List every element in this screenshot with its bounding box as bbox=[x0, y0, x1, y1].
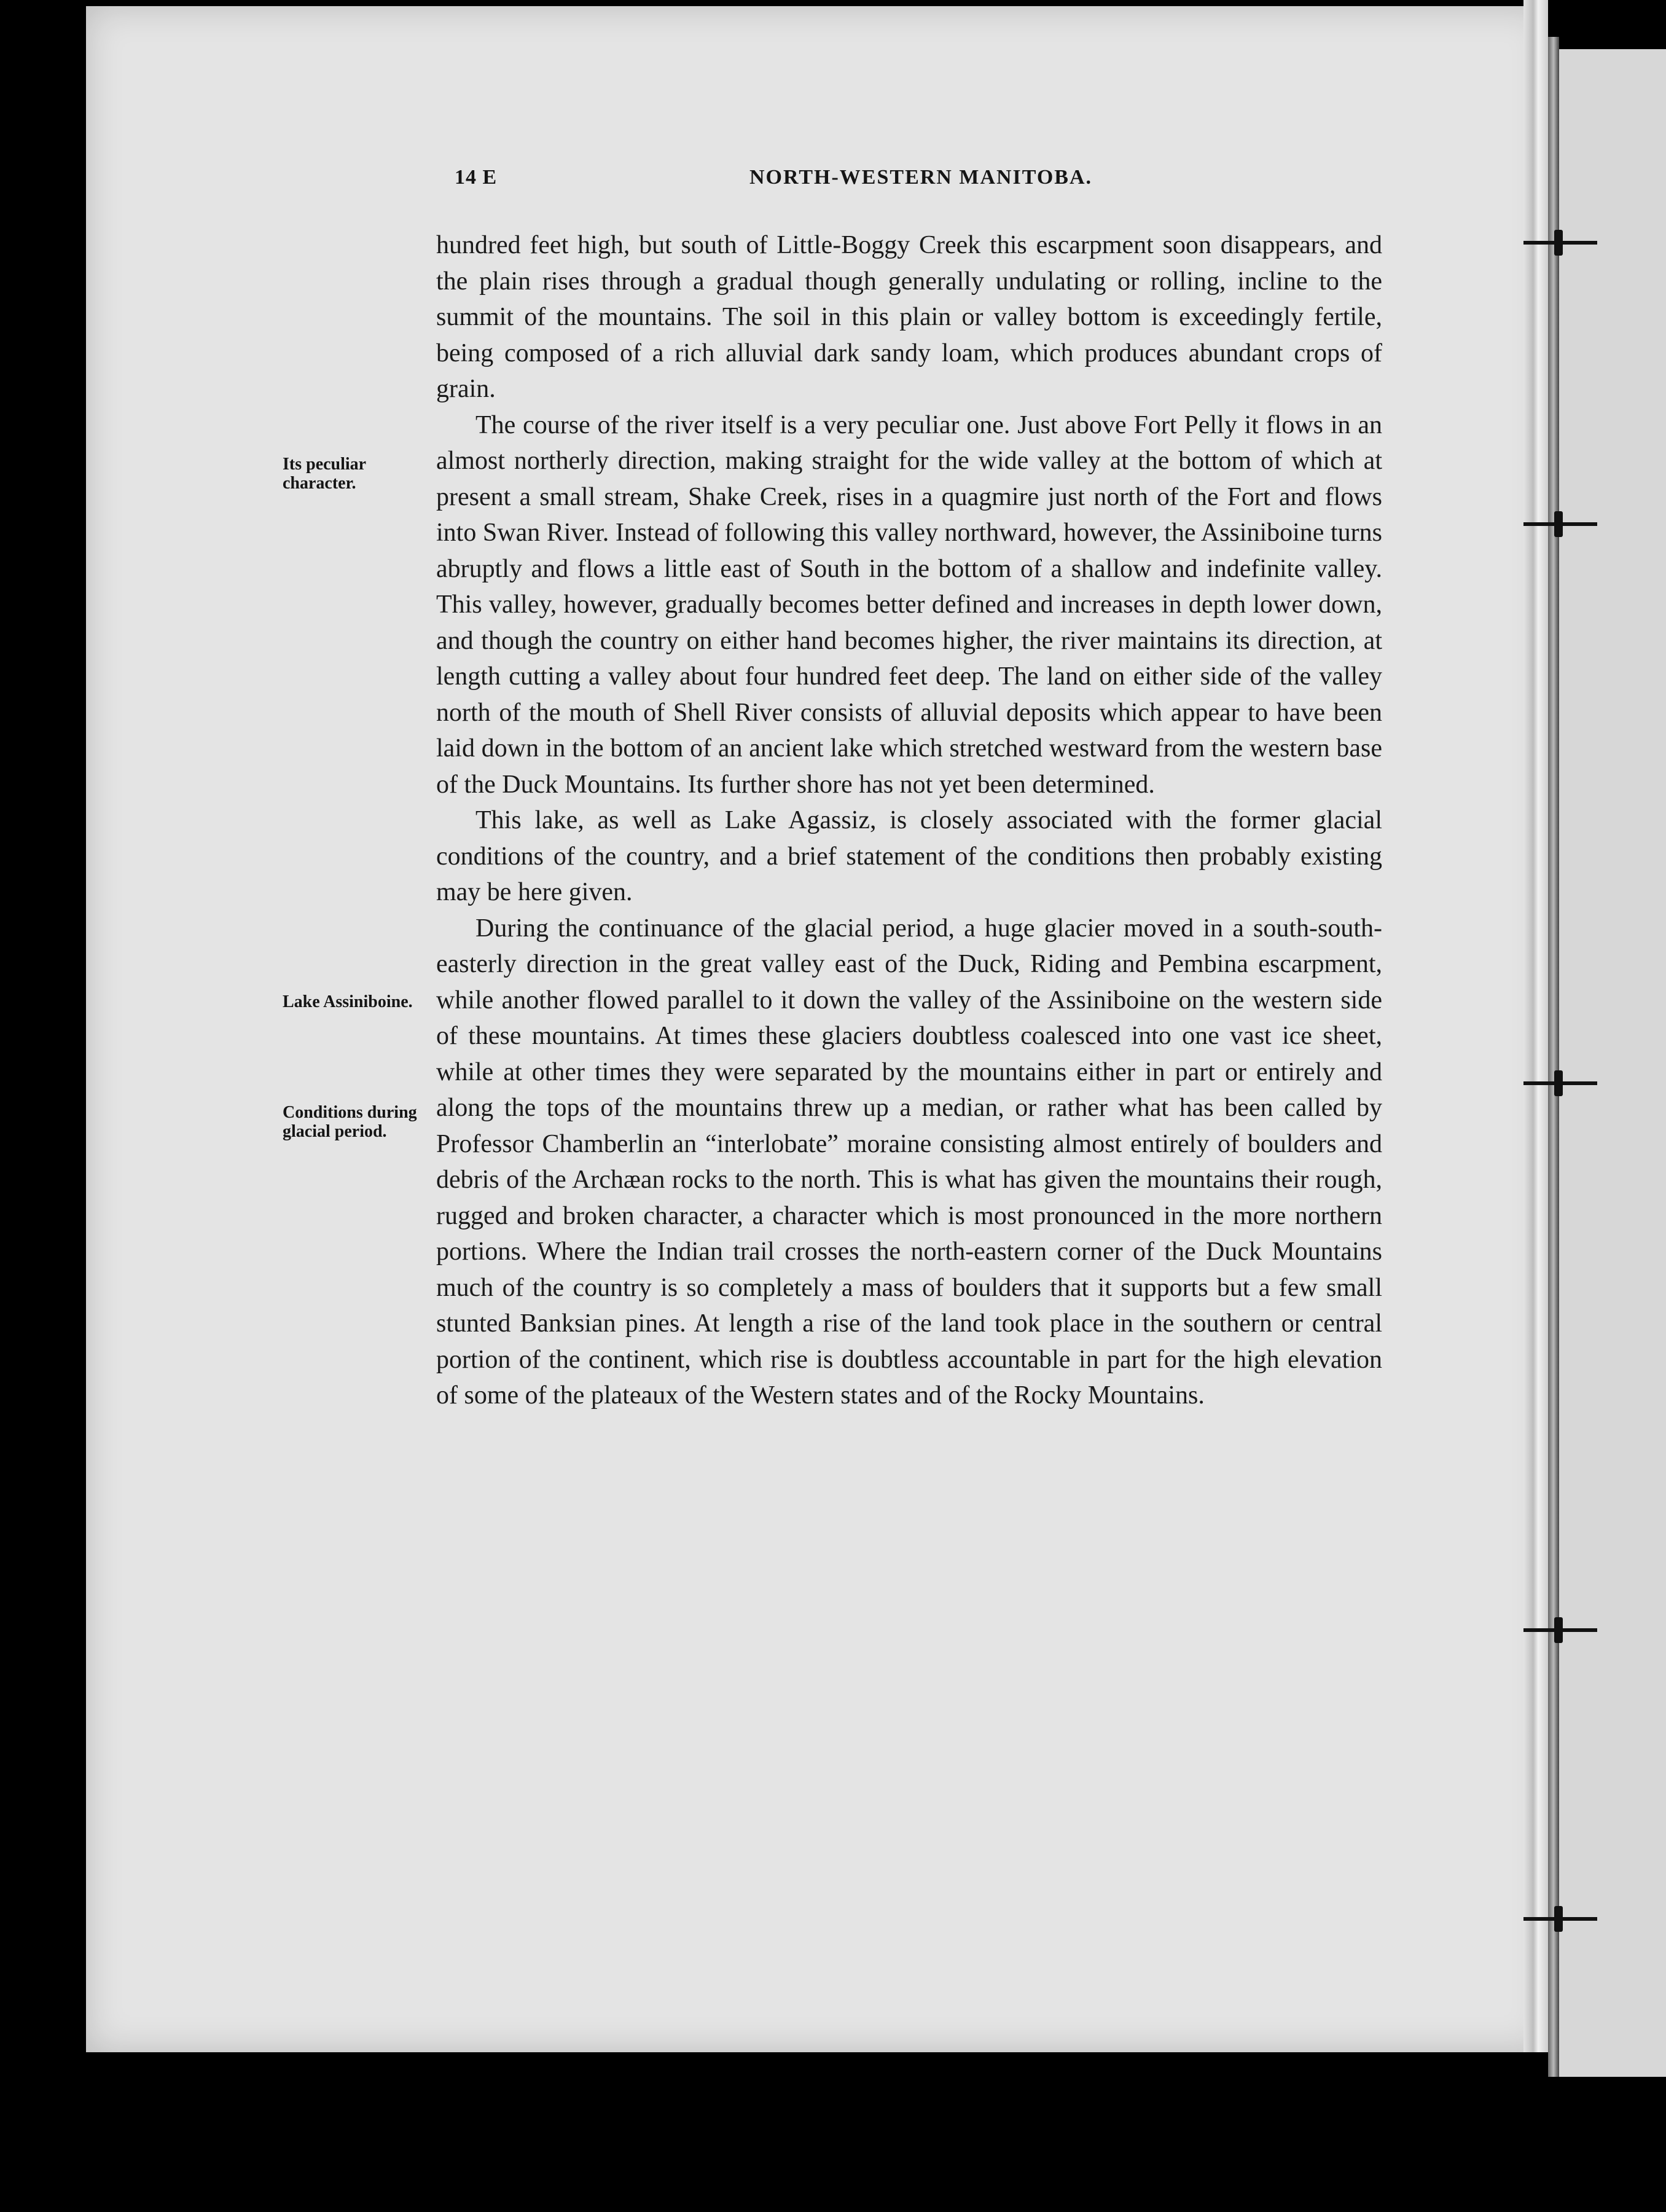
paragraph: This lake, as well as Lake Agassiz, is closely associated with the former glacial conditions of the country, and a brief statement of the conditions then probably existing may be here given. bbox=[436, 806, 1382, 906]
paragraph: hundred feet high, but south of Little-Boggy Creek this escarpment soon disappears, and the plain rises through a gradual though generally undulating or rolling, incline to the summit of the mountains. The soil in this plain or valley bottom is exceedingly fertile, being composed of a rich alluvial dark sandy loam, which produces abundant crops of grain. bbox=[436, 231, 1382, 403]
paragraph: During the continuance of the glacial period, a huge glacier moved in a south-south-easterly direction in the great valley east of the Duck, Riding and Pembina escarpment, while another flowed parallel to it down the valley of the Assiniboine on the western side of these mountains. At times these glaciers doubtless coalesced into one vast ice sheet, while at other times they were separated by the mountains either in part or entirely and along the tops of the mountains threw up a median, or rather what has been called by Professor Chamberlin an “interlobate” moraine consisting almost entirely of boulders and debris of the Archæan rocks to the north. This is what has given the mountains their rough, rugged and broken character, a character which is most pronounced in the more northern portions. Where the Indian trail crosses the north-eastern corner of the Duck Mountains much of the country is so completely a mass of boulders that it supports but a few small stunted Banksian pines. At length a rise of the land took place in the southern or central portion of the continent, which rise is doubtless accountable in part for the high elevation of some of the plateaux of the Western states and of the Rocky Mountains. bbox=[436, 914, 1382, 1410]
running-title: NORTH-WESTERN MANITOBA. bbox=[749, 166, 1093, 189]
binding-strip bbox=[1548, 37, 1559, 2077]
sidenote-lake-assiniboine: Lake Assiniboine. bbox=[283, 992, 413, 1011]
facing-page-edge bbox=[1557, 49, 1666, 2077]
binding-stitch bbox=[1523, 241, 1597, 245]
paragraph: The course of the river itself is a very peculiar one. Just above Fort Pelly it flows in an almost northerly direction, making straight for the wide valley at the bottom of which at present a small stream, Shake Creek, rises in a quagmire just north of the Fort and flows into Swan River. Instead of following this valley northward, however, the Assiniboine turns abruptly and flows a little east of South in the bottom of a shallow and indefinite valley. This valley, however, gradually becomes better defined and increases in depth lower down, and though the country on either hand becomes higher, the river maintains its direction, at length cutting a valley about four hundred feet deep. The land on either side of the valley north of the mouth of Shell River consists of alluvial deposits which appear to have been laid down in the bottom of an ancient lake which stretched westward from the western base of the Duck Mountains. Its further shore has not yet been determined. bbox=[436, 410, 1382, 799]
page-header bbox=[455, 166, 1382, 203]
sidenote-conditions-glacial-period: Conditions during glacial period. bbox=[283, 1103, 417, 1141]
binding-stitch bbox=[1523, 522, 1597, 526]
page-gutter-edge bbox=[1523, 0, 1548, 2052]
body-text bbox=[436, 227, 1382, 1414]
binding-stitch bbox=[1523, 1628, 1597, 1632]
page-number: 14 E bbox=[455, 166, 498, 189]
binding-stitch bbox=[1523, 1081, 1597, 1085]
binding-stitch bbox=[1523, 1917, 1597, 1921]
sidenote-peculiar-character: Its peculiar character. bbox=[283, 455, 366, 493]
